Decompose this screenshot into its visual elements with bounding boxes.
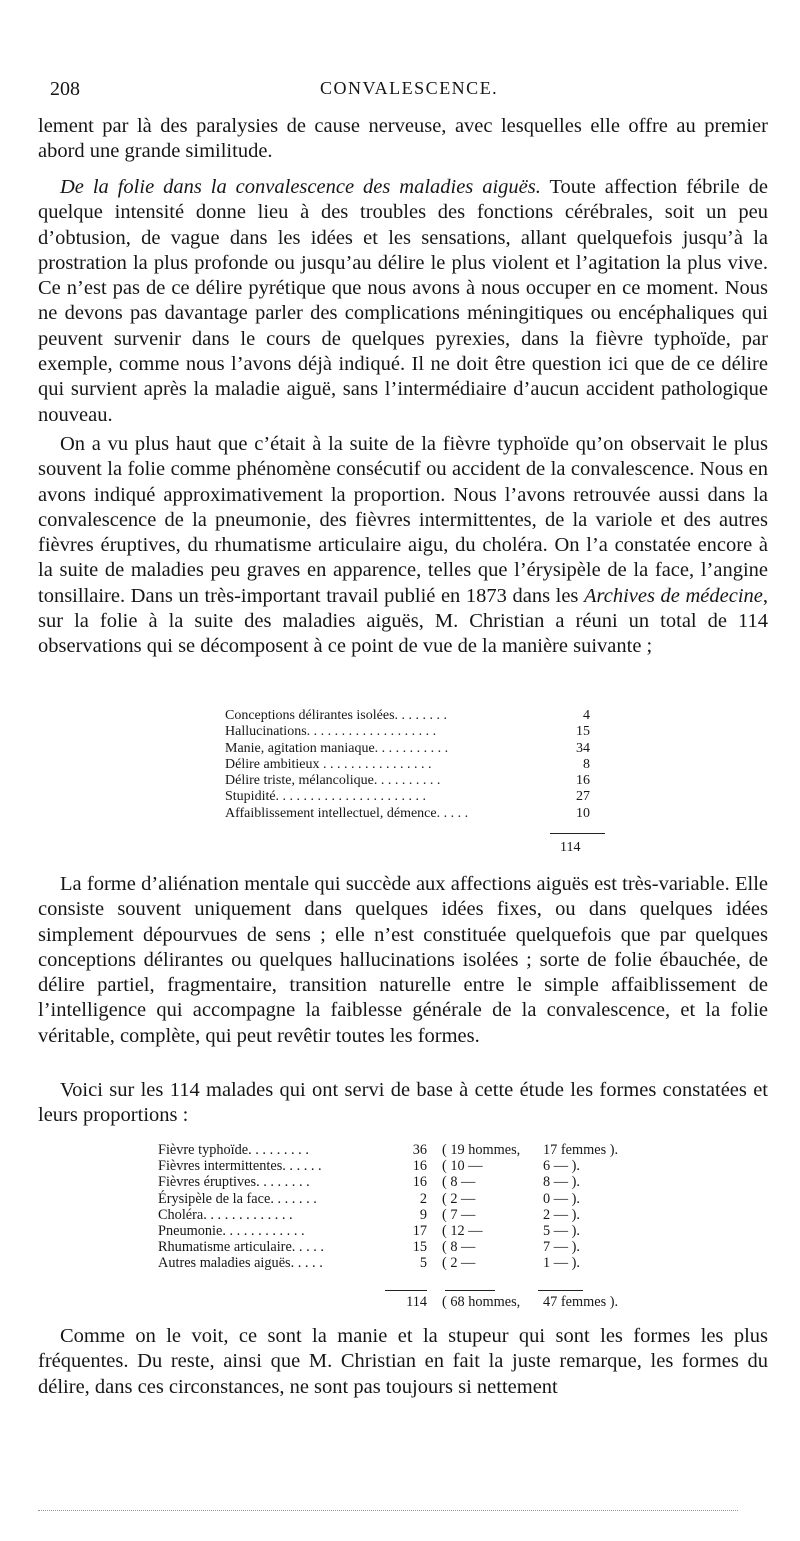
disease-total: 2 <box>419 1190 427 1207</box>
table-row <box>158 1255 658 1271</box>
paragraph-3-text-a: On a vu plus haut que c’était à la suite de la fièvre typhoïde qu’on observait le plus souvent la folie comme phénomène consécutif ou accident de la convalescence. Nous en avons indiqué approximativement la proportion. Nous l’avons retrouvée aussi dans la convalescence de la pneumonie, des fièvres intermittentes, de la variole et des autres fièvres éruptives, du rhumatisme articulaire aigu, du choléra. On l’a constatée encore à la suite de maladies peu graves en apparence, telles que l’érysipèle de la face, l’angine tonsillaire. Dans un très-important travail publié en 1873 dans les <box>38 433 768 607</box>
disease-label: Choléra. . . . . . . . . . . . . <box>158 1206 293 1223</box>
disease-women: 1 — ). <box>543 1255 580 1272</box>
disease-total: 17 <box>412 1222 427 1239</box>
paragraph-3-text-b: , sur la folie à la suite des maladies aiguës, M. Christian a réuni un total de 114 observations qui se décomposent à ce point de vue de la manière suivante ; <box>38 584 768 658</box>
form-label: Manie, agitation maniaque. . . . . . . . . . . <box>225 740 449 756</box>
form-label: Délire ambitieux . . . . . . . . . . . . . . . . <box>225 756 432 772</box>
form-count: 4 <box>583 708 590 723</box>
diseases-sum-women: 47 femmes ). <box>543 1294 619 1310</box>
forms-table <box>225 708 590 822</box>
paragraph-2-text: Toute affection fébrile de quelque intensité donne lieu à des troubles des fonctions cérébrales, soit un peu d’obtusion, de vague dans les idées et les sensations, allant quelquefois jusqu’à la prostration la plus profonde ou jusqu’au délire le plus violent et l’agitation la plus vive. Ce n’est pas de ce délire pyrétique que nous avons à nous occuper en ce moment. Nous ne devons pas davantage parler des complications méningitiques ou encéphaliques qui peuvent survenir dans le cours de quelques pyrexies, dans la fièvre typhoïde, par exemple, comme nous l’avons déjà indiqué. Il ne doit être question ici que de ce délire qui survient après la maladie aiguë, sans l’intermédiaire d’aucun accident pathologique nouveau. <box>38 176 768 426</box>
disease-men: ( 10 — <box>442 1158 483 1175</box>
disease-label: Pneumonie. . . . . . . . . . . . <box>158 1222 305 1239</box>
disease-women: 5 — ). <box>543 1222 580 1239</box>
table-row <box>158 1174 658 1190</box>
disease-label: Fièvres intermittentes. . . . . . <box>158 1158 322 1175</box>
form-label: Stupidité. . . . . . . . . . . . . . . . . . . . . . <box>225 789 427 805</box>
diseases-sum-men: ( 68 hommes, <box>442 1294 521 1310</box>
disease-total: 16 <box>412 1158 427 1175</box>
disease-men: ( 2 — <box>442 1255 476 1272</box>
table-row <box>225 724 590 740</box>
table-row <box>158 1239 658 1255</box>
disease-total: 16 <box>412 1174 427 1191</box>
disease-men: ( 7 — <box>442 1206 476 1223</box>
disease-men: ( 8 — <box>442 1239 476 1256</box>
paragraph-6: Comme on le voit, ce sont la manie et la stupeur qui sont les formes les plus fréquentes. Du reste, ainsi que M. Christian en fait la juste remarque, les formes du délire, dans ces circonstances, ne sont pas toujours si nettement <box>38 1325 768 1398</box>
disease-total: 15 <box>412 1239 427 1256</box>
table-row <box>158 1191 658 1207</box>
table-row <box>225 708 590 724</box>
page-header <box>50 78 775 108</box>
section-heading: De la folie dans la convalescence des maladies aiguës. <box>60 176 541 198</box>
disease-label: Rhumatisme articulaire. . . . . <box>158 1239 324 1256</box>
table-row <box>158 1223 658 1239</box>
form-count: 34 <box>576 740 590 756</box>
disease-women: 17 femmes ). <box>543 1142 619 1158</box>
running-title: CONVALESCENCE. <box>320 78 499 98</box>
sum-rule <box>538 1290 583 1291</box>
disease-label: Fièvres éruptives. . . . . . . . <box>158 1174 310 1191</box>
table-row <box>225 773 590 789</box>
disease-label: Fièvre typhoïde. . . . . . . . . <box>158 1142 309 1158</box>
form-count: 27 <box>576 789 590 805</box>
form-label: Délire triste, mélancolique. . . . . . . . . . <box>225 773 441 789</box>
paragraph-1: lement par là des paralysies de cause nerveuse, avec lesquelles elle offre au premier abord une grande similitude. <box>38 115 768 163</box>
paragraph-5: Voici sur les 114 malades qui ont servi de base à cette étude les formes constatées et leurs proportions : <box>38 1079 768 1127</box>
table-row <box>225 789 590 805</box>
disease-label: Autres maladies aiguës. . . . . <box>158 1255 323 1272</box>
disease-label: Érysipèle de la face. . . . . . . <box>158 1190 317 1207</box>
table-row <box>158 1142 658 1158</box>
disease-women: 0 — ). <box>543 1190 580 1207</box>
form-count: 15 <box>576 724 590 740</box>
disease-men: ( 8 — <box>442 1174 476 1191</box>
disease-women: 8 — ). <box>543 1174 580 1191</box>
diseases-sum-total: 114 <box>406 1294 427 1310</box>
disease-total: 5 <box>419 1255 427 1272</box>
disease-women: 7 — ). <box>543 1239 580 1256</box>
disease-total: 36 <box>412 1142 427 1158</box>
table-row <box>225 757 590 773</box>
disease-women: 6 — ). <box>543 1158 580 1175</box>
form-label: Conceptions délirantes isolées. . . . . . . . <box>225 708 448 723</box>
table-row <box>225 741 590 757</box>
forms-total: 114 <box>560 840 581 855</box>
form-count: 10 <box>576 805 590 821</box>
paragraph-2 <box>38 175 768 428</box>
disease-women: 2 — ). <box>543 1206 580 1223</box>
paragraph-4: La forme d’aliénation mentale qui succède aux affections aiguës est très-variable. Elle consiste souvent uniquement dans quelques idées fixes, ou dans quelques idées simplement dépourvues de sens ; elle n’est constituée quelquefois que par quelques conceptions délirantes ou quelques hallucinations isolées ; sorte de folie ébauchée, de délire partiel, fragmentaire, transition naturelle entre le simple affaiblissement de l’intelligence qui accompagne la faiblesse générale de la convalescence, et la folie véritable, complète, qui peut revêtir toutes les formes. <box>38 873 768 1047</box>
form-count: 8 <box>583 756 590 772</box>
paragraph-3 <box>38 432 768 660</box>
disease-total: 9 <box>419 1206 427 1223</box>
form-label: Hallucinations. . . . . . . . . . . . . . . . . . . <box>225 724 437 740</box>
form-label: Affaiblissement intellectuel, démence. . . . . <box>225 805 469 821</box>
sum-rule <box>550 833 605 834</box>
sum-rule <box>445 1290 495 1291</box>
table-row <box>158 1158 658 1174</box>
disease-men: ( 12 — <box>442 1222 483 1239</box>
table-row <box>158 1207 658 1223</box>
page-number: 208 <box>50 78 80 100</box>
diseases-table <box>158 1142 658 1272</box>
disease-men: ( 2 — <box>442 1190 476 1207</box>
sum-rule <box>385 1290 427 1291</box>
journal-title: Archives de médecine <box>584 584 763 607</box>
table-row <box>225 806 590 822</box>
form-count: 16 <box>576 773 590 789</box>
scan-noise-line <box>38 1510 738 1513</box>
disease-men: ( 19 hommes, <box>442 1142 521 1158</box>
